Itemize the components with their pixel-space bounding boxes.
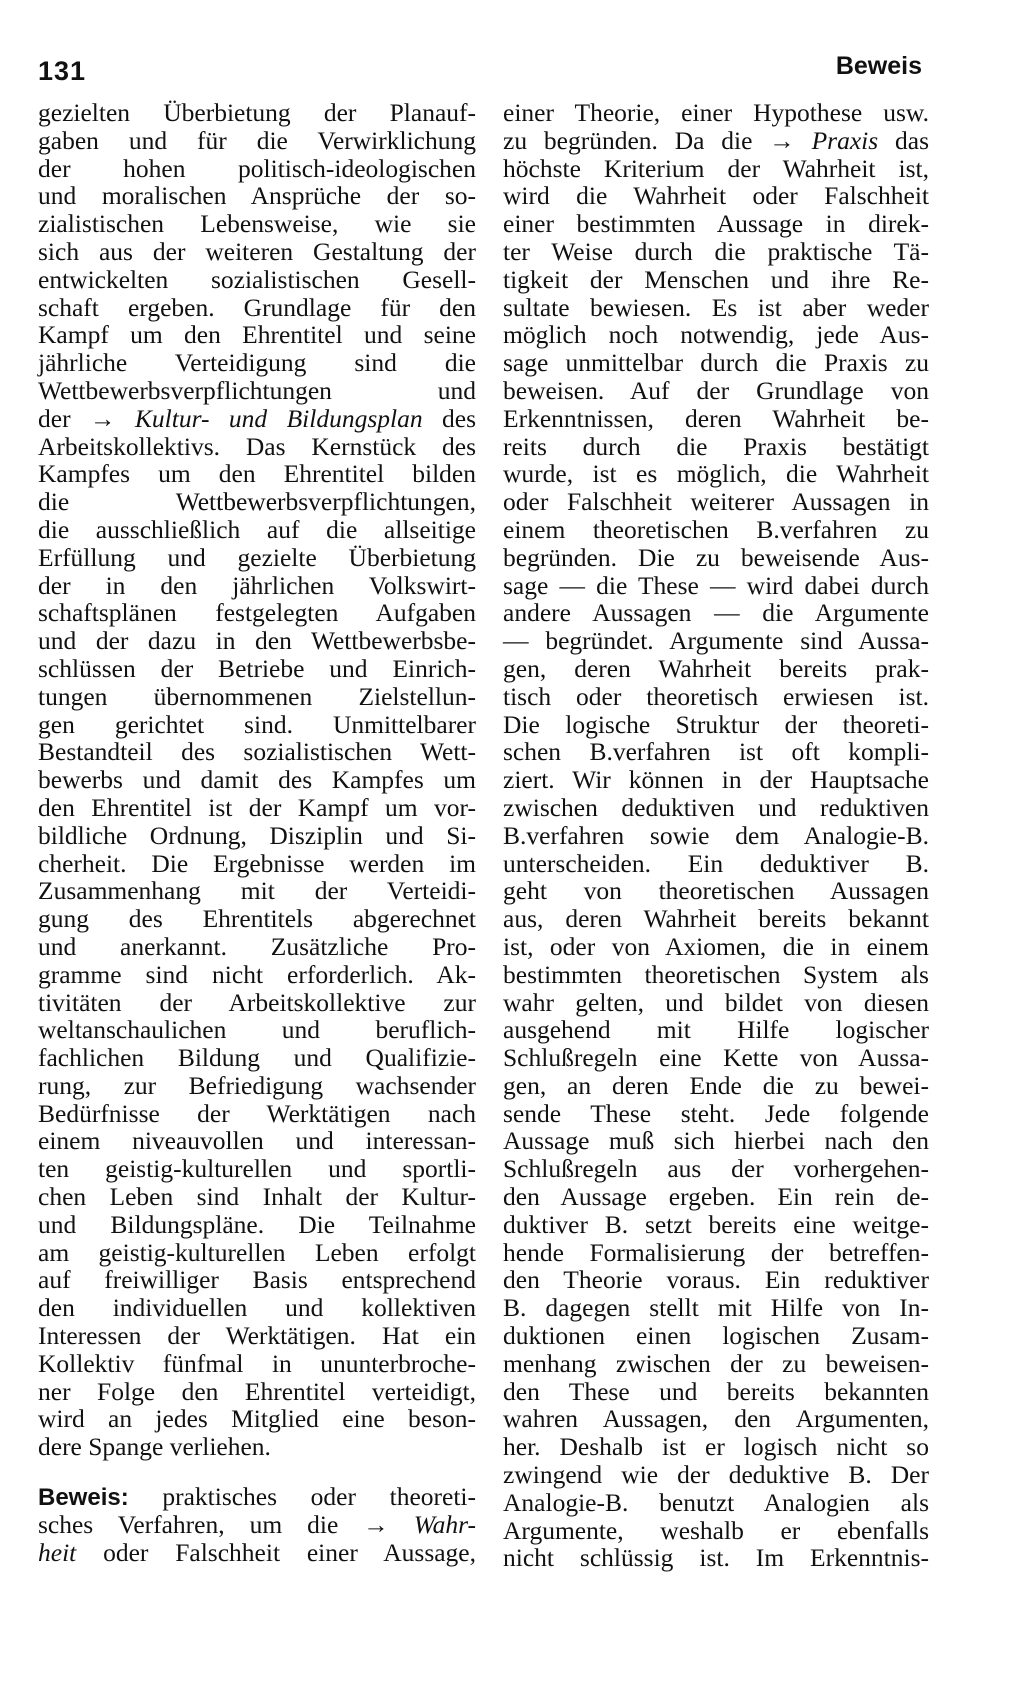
text-line: Erfüllung und gezielte Überbietung [38, 542, 476, 572]
text-line: einem niveauvollen und interessan- [38, 1126, 476, 1156]
text-line: gaben und für die Verwirklichung [38, 125, 476, 155]
text-line: Arbeitskollektivs. Das Kernstück des [38, 431, 476, 461]
text-line: chen Leben sind Inhalt der Kultur- [38, 1182, 476, 1212]
text-line: B.verfahren sowie dem Analogie-B. [503, 820, 929, 850]
right-text-column [503, 99, 929, 1572]
text-line: Aussage muß sich hierbei nach den [503, 1126, 929, 1156]
text-line: tisch oder theoretisch erwiesen ist. [503, 681, 929, 711]
text-line: sage unmittelbar durch die Praxis zu [503, 348, 929, 378]
text-line: Kollektiv fünfmal in ununterbroche- [38, 1348, 476, 1378]
text-line: ter Weise durch die praktische Tä- [503, 236, 929, 266]
text-line: sage — die These — wird dabei durch [503, 570, 929, 600]
entry-line [38, 1539, 476, 1567]
text-line: tungen übernommenen Zielstellun- [38, 681, 476, 711]
text-run: sches Verfahren, um die [38, 1509, 364, 1539]
text-line [38, 405, 476, 433]
text-line: fachlichen Bildung und Qualifizie- [38, 1043, 476, 1073]
text-line: duktionen einen logischen Zusam- [503, 1321, 929, 1351]
text-line: schaftsplänen festgelegten Aufgaben [38, 598, 476, 628]
text-line: aus, deren Wahrheit bereits bekannt [503, 904, 929, 934]
text-line: Wettbewerbsverpflichtungen und [38, 375, 476, 405]
text-line: gen, deren Wahrheit bereits prak- [503, 653, 929, 683]
text-line: tivitäten der Arbeitskollektive zur [38, 987, 476, 1017]
text-line: reits durch die Praxis bestätigt [503, 431, 929, 461]
left-text-column [38, 99, 476, 1566]
cross-reference-term: Kultur- und Bildungsplan [134, 403, 423, 433]
text-line: wird die Wahrheit oder Falschheit [503, 181, 929, 211]
text-line: einer bestimmten Aussage in direk- [503, 209, 929, 239]
text-line: die ausschließlich auf die allseitige [38, 514, 476, 544]
text-line: beweisen. Auf der Grundlage von [503, 375, 929, 405]
text-line: B. dagegen stellt mit Hilfe von In- [503, 1293, 929, 1323]
text-line: schaft ergeben. Grundlage für den [38, 292, 476, 322]
text-line: am geistig-kulturellen Leben erfolgt [38, 1237, 476, 1267]
text-line: sultate bewiesen. Es ist aber weder [503, 292, 929, 322]
text-line: den Ehrentitel ist der Kampf um vor- [38, 792, 476, 822]
text-line: Argumente, weshalb er ebenfalls [503, 1515, 929, 1545]
text-line: ten geistig-kulturellen und sportli- [38, 1154, 476, 1184]
entry-keyword: Beweis: [38, 1484, 129, 1512]
text-line: Interessen der Werktätigen. Hat ein [38, 1321, 476, 1351]
paragraph-gap [38, 1461, 476, 1483]
entry-line [38, 1483, 476, 1511]
cross-reference-term: heit [38, 1537, 77, 1567]
text-line: gen, an deren Ende die zu bewei- [503, 1070, 929, 1100]
text-line: Schlußregeln eine Kette von Aussa- [503, 1043, 929, 1073]
entry-line [38, 1511, 476, 1539]
text-line: cherheit. Die Ergebnisse werden im [38, 848, 476, 878]
text-line: begründen. Die zu beweisende Aus- [503, 542, 929, 572]
text-line: gramme sind nicht erforderlich. Ak- [38, 959, 476, 989]
text-run: das [878, 125, 929, 155]
cross-reference-term: Wahr- [413, 1509, 477, 1539]
cross-reference-arrow: → [89, 403, 116, 433]
text-line: dere Spange verliehen. [38, 1432, 271, 1462]
text-line: — begründet. Argumente sind Aussa- [503, 626, 929, 656]
text-run: oder Falschheit einer Aussage, [76, 1537, 476, 1567]
text-line: möglich noch notwendig, jede Aus- [503, 320, 929, 350]
text-line: zwischen deduktiven und reduktiven [503, 792, 929, 822]
text-line: den These und bereits bekannten [503, 1376, 929, 1406]
text-run: des [422, 403, 477, 433]
text-run: zu begründen. Da die [503, 125, 770, 155]
text-line: tigkeit der Menschen und ihre Re- [503, 264, 929, 294]
text-line: nicht schlüssig ist. Im Erkenntnis- [503, 1543, 929, 1573]
text-line: der hohen politisch-ideologischen [38, 153, 476, 183]
text-line: den Theorie voraus. Ein reduktiver [503, 1265, 929, 1295]
text-line: jährliche Verteidigung sind die [38, 348, 476, 378]
text-line: ziert. Wir können in der Hauptsache [503, 765, 929, 795]
text-line: gezielten Überbietung der Planauf- [38, 98, 476, 127]
cross-reference-term: Praxis [811, 125, 879, 155]
text-line: höchste Kriterium der Wahrheit ist, [503, 153, 929, 183]
text-line: hende Formalisierung der betreffen- [503, 1237, 929, 1267]
text-line: her. Deshalb ist er logisch nicht so [503, 1432, 929, 1462]
text-line: die Wettbewerbsverpflichtungen, [38, 487, 476, 517]
text-line: zwingend wie der deduktive B. Der [503, 1460, 929, 1490]
text-line: und moralischen Ansprüche der so- [38, 181, 476, 211]
text-line: entwickelten sozialistischen Gesell- [38, 264, 476, 294]
text-line: oder Falschheit weiterer Aussagen in [503, 487, 929, 517]
text-line: Bestandteil des sozialistischen Wett- [38, 737, 476, 767]
text-line: Kampf um den Ehrentitel und seine [38, 320, 476, 350]
text-run: praktisches oder theoreti- [128, 1482, 476, 1512]
text-line: wird an jedes Mitglied eine beson- [38, 1404, 476, 1434]
text-line: sende These steht. Jede folgende [503, 1098, 929, 1128]
text-line: und anerkannt. Zusätzliche Pro- [38, 931, 476, 961]
text-line: einem theoretischen B.verfahren zu [503, 514, 929, 544]
text-line [503, 127, 929, 155]
text-line: Erkenntnissen, deren Wahrheit be- [503, 403, 929, 433]
text-line: zialistischen Lebensweise, wie sie [38, 209, 476, 239]
text-line: ist, oder von Axiomen, die in einem [503, 931, 929, 961]
text-line: bestimmten theoretischen System als [503, 959, 929, 989]
text-line: schen B.verfahren ist oft kompli- [503, 737, 929, 767]
text-line: bildliche Ordnung, Disziplin und Si- [38, 820, 476, 850]
text-line: Bedürfnisse der Werktätigen nach [38, 1098, 476, 1128]
text-line: Zusammenhang mit der Verteidi- [38, 876, 476, 906]
text-line: wahren Aussagen, den Argumenten, [503, 1404, 929, 1434]
text-line: menhang zwischen der zu beweisen- [503, 1348, 929, 1378]
text-line: auf freiwilliger Basis entsprechend [38, 1265, 476, 1295]
text-line: rung, zur Befriedigung wachsender [38, 1070, 476, 1100]
text-line: ner Folge den Ehrentitel verteidigt, [38, 1376, 476, 1406]
text-line: wahr gelten, und bildet von diesen [503, 987, 929, 1017]
text-run: der [38, 403, 90, 433]
cross-reference-arrow: → [363, 1509, 389, 1539]
page-number: 131 [38, 56, 87, 86]
text-line: einer Theorie, einer Hypothese usw. [503, 98, 929, 127]
text-line: Schlußregeln aus der vorhergehen- [503, 1154, 929, 1184]
text-line: geht von theoretischen Aussagen [503, 876, 929, 906]
text-line: Analogie-B. benutzt Analogien als [503, 1487, 929, 1517]
running-title: Beweis [835, 52, 922, 80]
text-line: Die logische Struktur der theoreti- [503, 709, 929, 739]
text-line: duktiver B. setzt bereits eine weitge- [503, 1209, 929, 1239]
text-line: wurde, ist es möglich, die Wahrheit [503, 459, 929, 489]
text-line: der in den jährlichen Volkswirt- [38, 570, 476, 600]
text-line: weltanschaulichen und beruflich- [38, 1015, 476, 1045]
text-line: schlüssen der Betriebe und Einrich- [38, 653, 476, 683]
text-line: den Aussage ergeben. Ein rein de- [503, 1182, 929, 1212]
text-line: gung des Ehrentitels abgerechnet [38, 904, 476, 934]
text-line: sich aus der weiteren Gestaltung der [38, 236, 476, 266]
text-line: andere Aussagen — die Argumente [503, 598, 929, 628]
text-line: ausgehend mit Hilfe logischer [503, 1015, 929, 1045]
text-line: den individuellen und kollektiven [38, 1293, 476, 1323]
cross-reference-arrow: → [769, 125, 795, 155]
text-line: unterscheiden. Ein deduktiver B. [503, 848, 929, 878]
text-line: bewerbs und damit des Kampfes um [38, 765, 476, 795]
text-line: Kampfes um den Ehrentitel bilden [38, 459, 476, 489]
text-line: und Bildungspläne. Die Teilnahme [38, 1209, 476, 1239]
text-line: und der dazu in den Wettbewerbsbe- [38, 626, 476, 656]
text-line: gen gerichtet sind. Unmittelbarer [38, 709, 476, 739]
